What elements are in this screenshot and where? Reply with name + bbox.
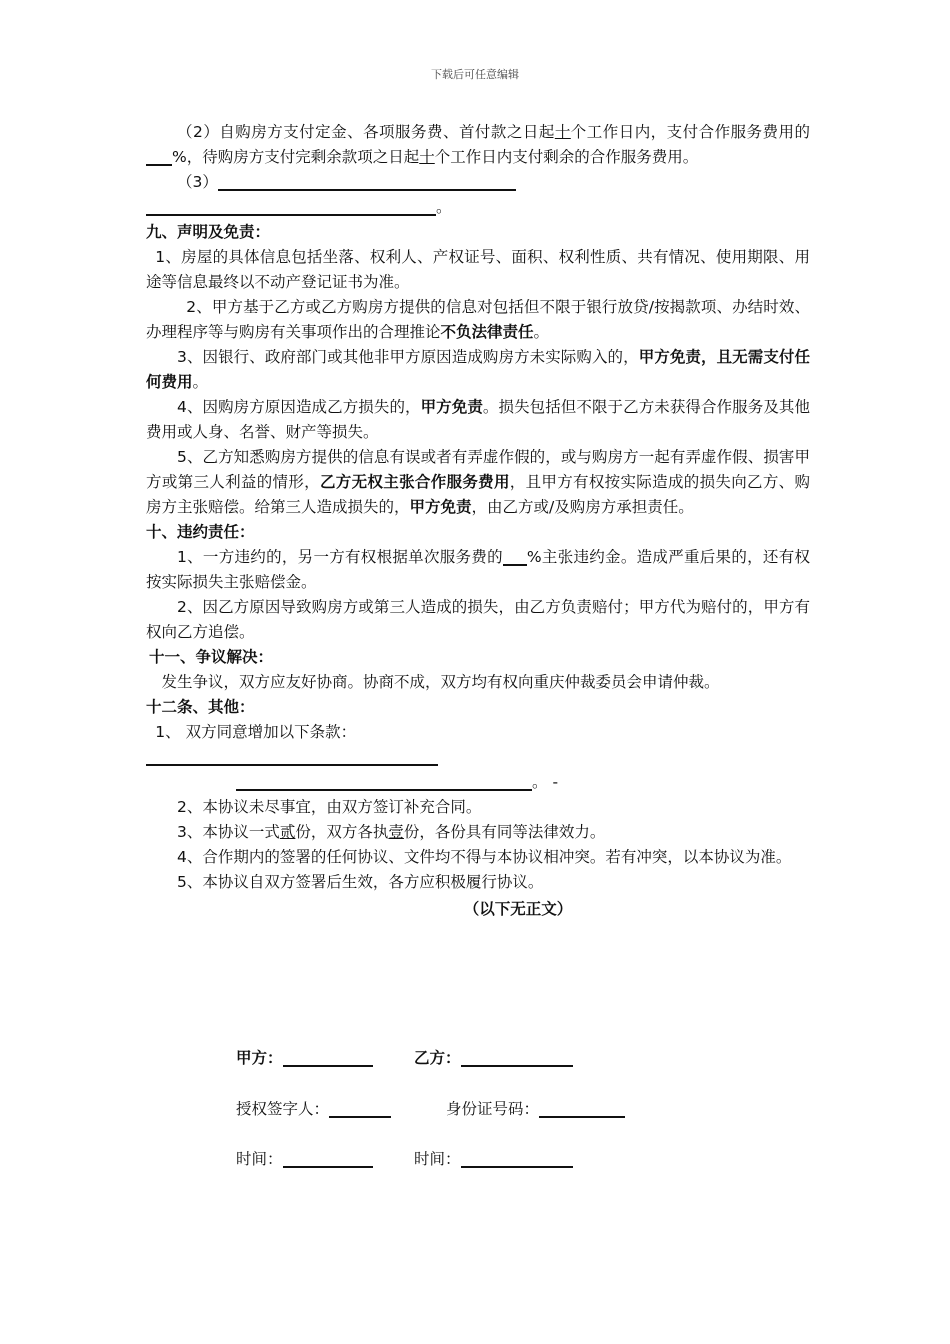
section-11-text: 发生争议，双方应友好协商。协商不成，双方均有权向重庆仲裁委员会申请仲裁。	[161, 673, 720, 691]
bold-text: 甲方免责	[409, 498, 472, 516]
underlined-number: 贰	[279, 823, 296, 841]
text: 。	[192, 373, 209, 391]
section-12-item-4: 4、合作期内的签署的任何协议、文件均不得与本协议相冲突。若有冲突，以本协议为准。	[177, 848, 792, 866]
blank-line	[218, 171, 516, 191]
blank-line	[146, 746, 438, 766]
section-10-item-2: 2、因乙方原因导致购房方或第三人造成的损失，由乙方负责赔付；甲方代为赔付的，甲方有权向乙方追偿。	[146, 598, 810, 641]
bold-text: 甲方免责	[420, 398, 483, 416]
text: ，且甲方有权按实际造成的损失向乙方、购房方主张赔偿。给第三人造成损失的，	[146, 473, 810, 516]
text: 3、本协议一式	[177, 823, 280, 841]
section-9-item-5	[146, 445, 810, 520]
section-11-title: 十一、争议解决：	[149, 648, 274, 666]
section-10-title: 十、违约责任：	[146, 523, 255, 541]
party-b-field	[414, 1046, 573, 1068]
blank-line	[461, 1148, 573, 1168]
text: 。	[533, 323, 550, 341]
label: 甲方：	[236, 1049, 283, 1067]
clause-8-3	[146, 170, 810, 195]
text: 2、甲方基于乙方或乙方购房方提供的信息对包括但不限于银行放贷/按揭款项、办结时效、办理程序等与购房有关事项作出的合理推论	[146, 298, 810, 341]
bold-text: 不负法律责任	[440, 323, 534, 341]
bold-text: 甲方免责，且无需支付任何费用	[146, 348, 810, 391]
text: （2）自购房方支付定金、各项服务费、首付款之日起	[177, 123, 555, 141]
section-12-item-3	[146, 820, 810, 845]
clause-label: （3）	[177, 173, 218, 191]
blank-row-1	[146, 745, 810, 770]
section-9-item-1: 1、房屋的具体信息包括坐落、权利人、产权证号、面积、权利性质、共有情况、使用期限、用途等信息最终以不动产登记证书为准。	[146, 248, 810, 291]
blank-line	[146, 146, 172, 166]
text: %主张违约金。造成严重后果的，还有权按实际损失主张赔偿金。	[146, 548, 810, 591]
text: 1、一方违约的，另一方有权根据单次服务费的	[177, 548, 503, 566]
clause-8-3-cont	[146, 195, 810, 220]
text: 份，双方各执	[295, 823, 389, 841]
blank-row-2	[146, 770, 810, 795]
blank-line	[461, 1047, 573, 1067]
text: ，由乙方或/及购房方承担责任。	[471, 498, 694, 516]
clause-8-2	[146, 120, 810, 170]
section-12-item-1: 1、 双方同意增加以下条款：	[155, 723, 357, 741]
section-9-item-2	[146, 295, 810, 345]
section-12-title: 十二条、其他：	[146, 698, 255, 716]
label: 乙方：	[414, 1049, 461, 1067]
section-12-item-5: 5、本协议自双方签署后生效，各方应积极履行协议。	[177, 873, 544, 891]
label: 身份证号码：	[446, 1100, 540, 1118]
no-text-note: （以下无正文）	[463, 900, 573, 918]
underlined-number: 十	[554, 123, 571, 141]
signer-field	[236, 1097, 391, 1119]
blank-line	[539, 1098, 625, 1118]
section-12-item-2: 2、本协议未尽事宜，由双方签订补充合同。	[177, 798, 482, 816]
page-header: 下载后可任意编辑	[431, 68, 519, 81]
underlined-number: 壹	[388, 823, 404, 841]
document-body	[146, 120, 810, 922]
section-9-item-4	[146, 395, 810, 445]
label: 授权签字人：	[236, 1100, 330, 1118]
time-a-field	[236, 1147, 373, 1169]
blank-line	[283, 1148, 373, 1168]
blank-line	[503, 546, 527, 566]
text: -	[552, 773, 559, 791]
blank-line	[283, 1047, 373, 1067]
section-9-title: 九、声明及免责：	[146, 223, 271, 241]
bold-text: 乙方无权主张合作服务费用	[319, 473, 510, 491]
label: 时间：	[414, 1150, 461, 1168]
section-10-item-1	[146, 545, 810, 595]
party-a-field	[236, 1046, 373, 1068]
text: 5、乙方知悉购房方提供的信息有误或者有弄虚作假的，或与购房方一起有弄虚作假、损害甲方或第三人利益的情形，	[146, 448, 810, 491]
text: 3、因银行、政府部门或其他非甲方原因造成购房方未实际购入的，	[177, 348, 639, 366]
blank-line	[146, 196, 436, 216]
text: %，待购房方支付完剩余款项之日起	[172, 148, 420, 166]
text: 。	[532, 773, 548, 791]
blank-line	[236, 771, 532, 791]
time-b-field	[414, 1147, 573, 1169]
section-9-item-3	[146, 345, 810, 395]
label: 时间：	[236, 1150, 283, 1168]
text: 个工作日内支付剩余的合作服务费用。	[434, 148, 699, 166]
text: 4、因购房方原因造成乙方损失的，	[177, 398, 421, 416]
text: 个工作日内，支付合作服务费用的	[570, 123, 810, 141]
underlined-number: 十	[419, 148, 435, 166]
text: 。损失包括但不限于乙方未获得合作服务及其他费用或人身、名誉、财产等损失。	[146, 398, 810, 441]
blank-line	[329, 1098, 391, 1118]
text: 。	[436, 198, 452, 216]
id-number-field	[446, 1097, 625, 1119]
text: 份，各份具有同等法律效力。	[403, 823, 606, 841]
